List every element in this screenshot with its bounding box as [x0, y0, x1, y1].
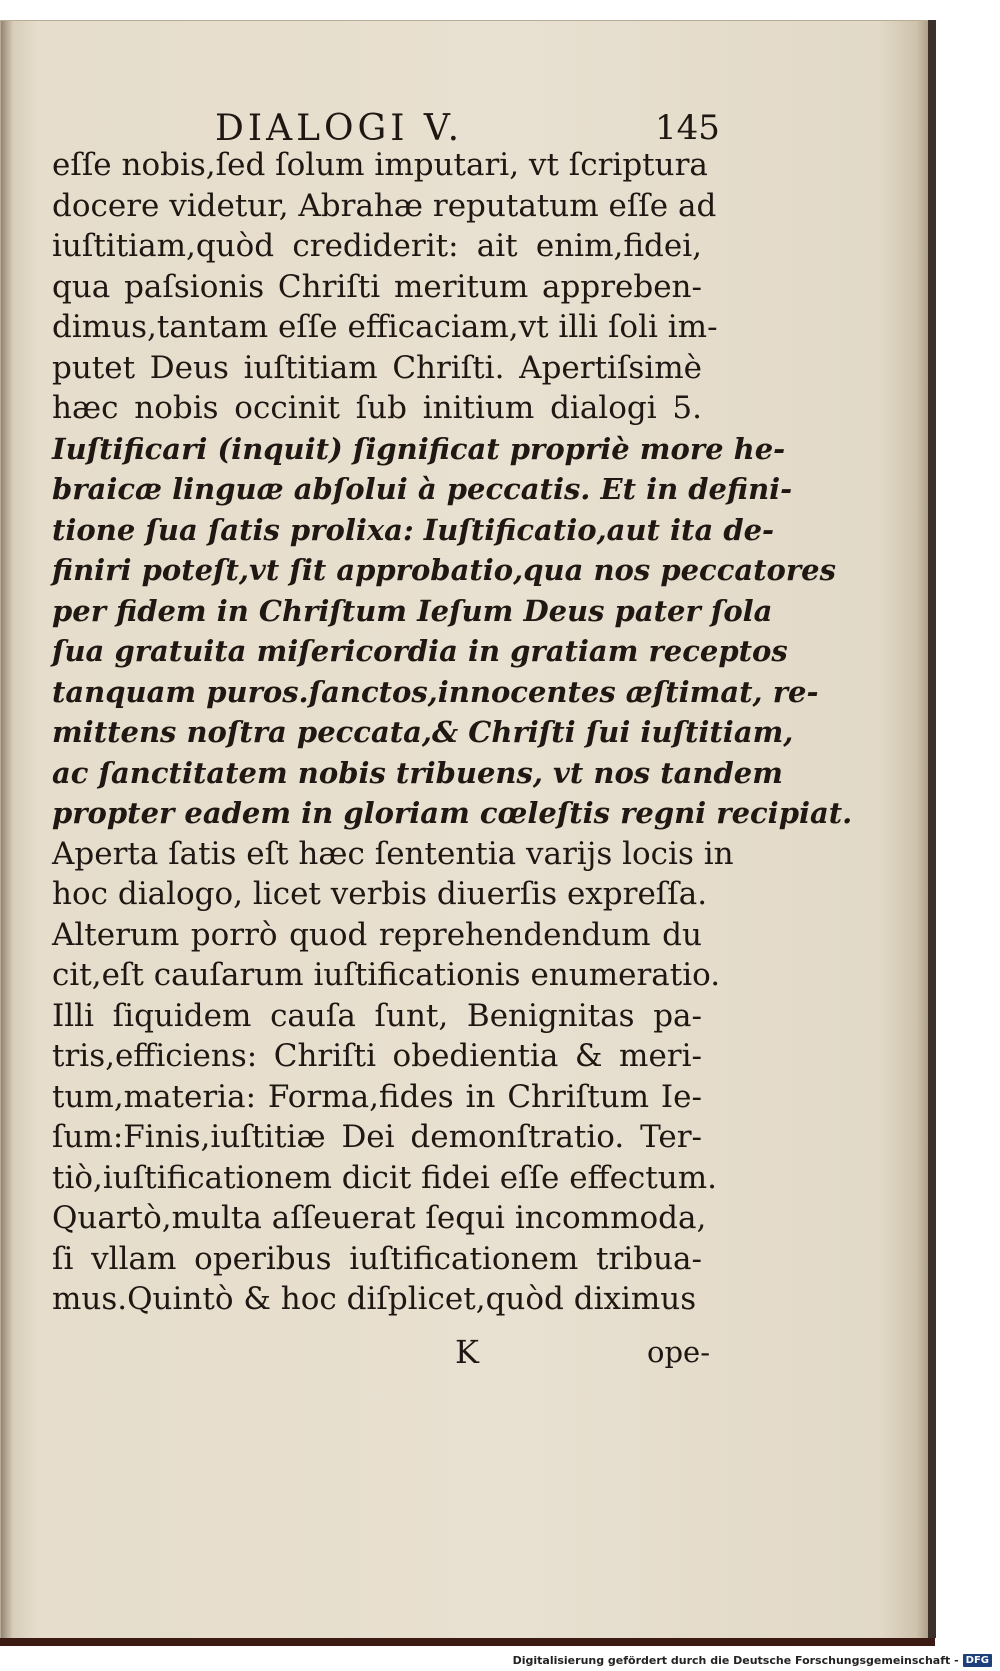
text-line: Iuſtificari (inquit) ſignificat propriè more he- — [52, 431, 786, 466]
text-line: ſi vllam operibus iuſtificationem tribua- — [52, 1240, 702, 1277]
text-line: tris,efficiens: Chriſti obedientia & meri- — [52, 1038, 702, 1074]
text-line: ac ſanctitatem nobis tribuens, vt nos tandem — [52, 755, 783, 790]
text-line: per fidem in Chriſtum Ieſum Deus pater ſola — [52, 593, 773, 628]
text-line: Alterum porrò quod reprehendendum du — [52, 916, 702, 953]
text-line: Quartò,multa aſſeuerat ſequi incommoda, — [52, 1200, 707, 1236]
text-line: putet Deus iuſtitiam Chriſti. Apertiſsimè — [52, 349, 702, 386]
text-line: dimus,tantam eſſe efficaciam,vt illi ſoli im- — [52, 309, 718, 345]
text-line: hoc dialogo, licet verbis diuerſis expreſſa. — [52, 876, 708, 912]
text-line: finiri poteſt,vt ſit approbatio,qua nos peccatores — [52, 553, 836, 587]
body-text — [52, 145, 853, 1320]
text-line: iuſtitiam,quòd crediderit: ait enim,fidei, — [52, 228, 702, 264]
text-line: propter eadem in gloriam cœleſtis regni recipiat. — [52, 796, 853, 830]
text-line: mittens noſtra peccata,& Chriſti ſui iuſtitiam, — [52, 715, 794, 749]
digitization-footer — [513, 1650, 992, 1670]
footer-text: Digitalisierung gefördert durch die Deutsche Forschungsgemeinschaft - — [512, 1653, 959, 1667]
running-title: DIALOGI V. — [215, 108, 464, 149]
text-line: braicæ linguæ abſolui à peccatis. Et in defini- — [52, 472, 793, 506]
signature-mark: K — [455, 1333, 479, 1371]
text-line: tiò,iuſtificationem dicit fidei eſſe effectum. — [52, 1159, 717, 1196]
text-line: qua paſsionis Chriſti meritum appreben- — [52, 268, 702, 305]
catchword: ope- — [647, 1335, 710, 1369]
text-line: hæc nobis occinit ſub initium dialogi 5. — [52, 390, 702, 426]
page-edge — [928, 20, 936, 1638]
text-line: Aperta ſatis eſt hæc ſententia varijs locis in — [52, 835, 734, 872]
text-line: Illi ſiquidem cauſa ſunt, Benignitas pa- — [52, 997, 702, 1034]
text-line: mus.Quintò & hoc diſplicet,quòd diximus — [52, 1281, 697, 1317]
text-line: ſua gratuita miſericordia in gratiam receptos — [52, 634, 788, 668]
text-line: eſſe nobis,ſed ſolum imputari, vt ſcriptura — [52, 147, 708, 183]
text-line: docere videtur, Abrahæ reputatum eſſe ad — [52, 187, 717, 224]
page-bottom-edge — [0, 1638, 935, 1646]
dfg-logo: DFG — [963, 1654, 992, 1667]
text-line: tum,materia: Forma,fides in Chriſtum Ie- — [52, 1078, 702, 1115]
text-line: tione ſua ſatis prolixa: Iuſtificatio,aut ita de- — [52, 512, 775, 547]
text-line: ſum:Finis,iuſtitiæ Dei demonſtratio. Ter- — [52, 1119, 702, 1155]
text-line: tanquam puros.ſanctos,innocentes æſtimat, re- — [52, 674, 819, 709]
page-number: 145 — [655, 108, 720, 148]
text-line: cit,eſt cauſarum iuſtificationis enumeratio. — [52, 957, 721, 993]
